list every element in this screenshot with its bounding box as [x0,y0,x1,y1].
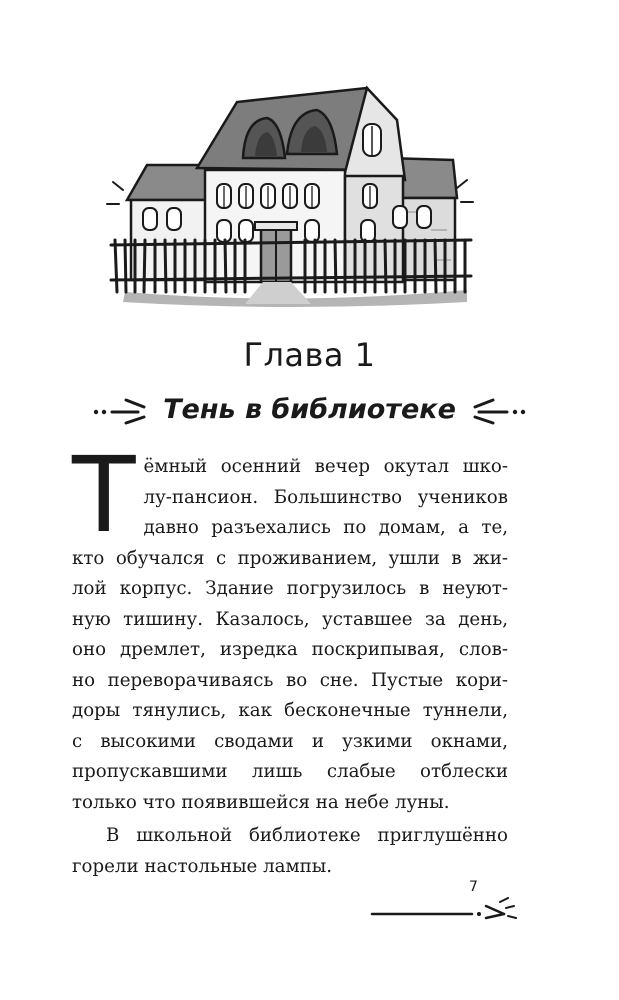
chapter-title-row [0,388,619,432]
school-house-illustration [105,80,475,310]
left-arrow-ornament-icon [92,395,150,425]
page-footer [368,876,518,924]
text-line: лу-пансион. Большинство учеников [143,486,508,508]
text-line: но переворачиваясь во сне. Пустые кори- [72,669,508,691]
text-line: горели настольные лампы. [72,855,333,877]
right-arrow-ornament-icon [469,395,527,425]
text-line: давно разъехались по домам, а те, [143,517,508,538]
footer-rule-ornament-icon [368,896,518,924]
chapter-body [72,434,508,882]
chapter-title: Тень в библиотеке [163,394,456,425]
chapter-number: Глава 1 [243,336,376,374]
paragraph-1 [72,434,508,818]
text-line: доры тянулись, как бесконечные туннели, [72,700,508,721]
drop-cap: Т [72,434,136,556]
text-line: пропускавшими лишь слабые отблески [72,761,508,782]
text-line: лой корпус. Здание погрузилось в неуют- [72,578,508,599]
text-line: кто обучался с проживанием, ушли в жи- [72,547,508,569]
paragraph-2 [72,821,508,882]
text-line: только что появившейся на небе луны. [72,791,450,813]
text-line: оно дремлет, изредка поскрипывая, слов- [72,639,508,660]
text-line: ёмный осенний вечер окутал шко- [143,456,508,477]
text-line: В школьной библиотеке приглушённо [106,825,508,846]
text-line: с высокими сводами и узкими окнами, [72,730,508,752]
text-line: ную тишину. Казалось, уставшее за день, [72,608,508,630]
page-number: 7 [469,879,478,895]
